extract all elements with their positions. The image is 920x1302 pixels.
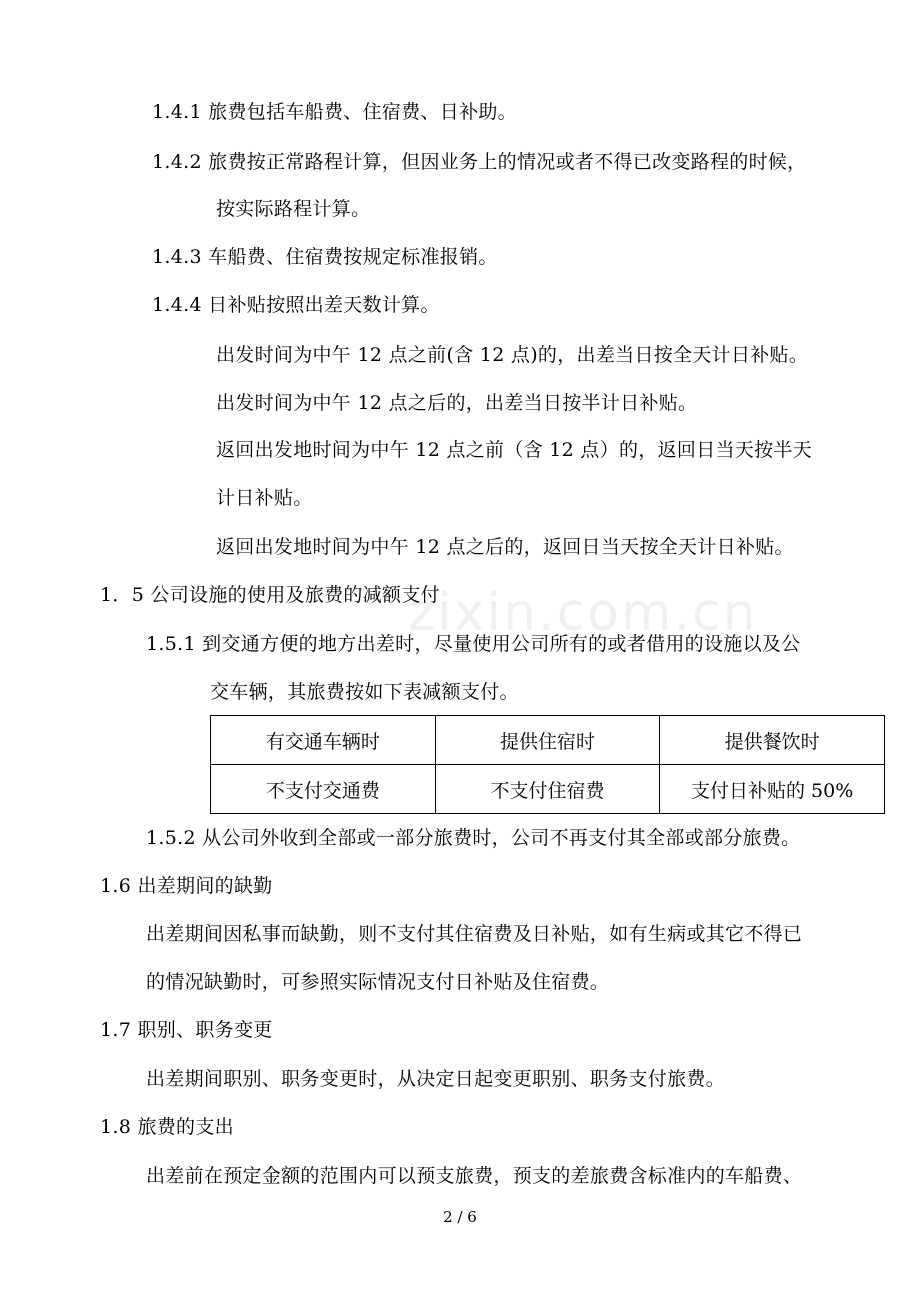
table-header-row	[211, 716, 885, 765]
table-row	[211, 765, 885, 814]
paragraph-1-7: 出差期间职别、职务变更时，从决定日起变更职别、职务支付旅费。	[146, 1068, 726, 1090]
table-header-cell: 有交通车辆时	[211, 716, 436, 765]
heading-1-7: 1.7 职别、职务变更	[100, 1019, 273, 1041]
table-cell: 不支付交通费	[211, 765, 436, 814]
heading-1-6: 1.6 出差期间的缺勤	[100, 875, 273, 897]
paragraph-1-8: 出差前在预定金额的范围内可以预支旅费，预支的差旅费含标准内的车船费、	[146, 1165, 803, 1187]
heading-1-5: 1．5 公司设施的使用及旅费的减额支付	[100, 584, 440, 606]
rule-return-after-noon: 返回出发地时间为中午 12 点之后的，返回日当天按全天计日补贴。	[216, 536, 794, 558]
table-header-cell: 提供餐饮时	[660, 716, 885, 765]
rule-departure-after-noon: 出发时间为中午 12 点之后的，出差当日按半计日补贴。	[216, 392, 698, 414]
paragraph-1-6: 出差期间因私事而缺勤，则不支付其住宿费及日补贴，如有生病或其它不得已	[146, 923, 803, 945]
paragraph-1-5-1-cont: 交车辆，其旅费按如下表减额支付。	[210, 681, 519, 703]
paragraph-1-4-4: 1.4.4 日补贴按照出差天数计算。	[152, 294, 440, 316]
watermark: zixin.com.cn	[408, 583, 758, 643]
rule-departure-before-noon: 出发时间为中午 12 点之前(含 12 点)的，出差当日按全天计日补贴。	[216, 344, 809, 366]
table-cell: 不支付住宿费	[435, 765, 660, 814]
paragraph-1-6-cont: 的情况缺勤时，可参照实际情况支付日补贴及住宿费。	[146, 971, 610, 993]
paragraph-1-5-1: 1.5.1 到交通方便的地方出差时，尽量使用公司所有的或者借用的设施以及公	[146, 633, 801, 655]
paragraph-1-4-2-cont: 按实际路程计算。	[216, 198, 371, 220]
paragraph-1-5-2: 1.5.2 从公司外收到全部或一部分旅费时，公司不再支付其全部或部分旅费。	[146, 827, 801, 849]
table-header-cell: 提供住宿时	[435, 716, 660, 765]
rule-return-before-noon: 返回出发地时间为中午 12 点之前（含 12 点）的，返回日当天按半天	[216, 439, 813, 461]
heading-1-8: 1.8 旅费的支出	[100, 1116, 234, 1138]
reduction-table	[210, 715, 885, 814]
rule-return-before-noon-cont: 计日补贴。	[216, 487, 313, 509]
table-cell: 支付日补贴的 50%	[660, 765, 885, 814]
paragraph-1-4-2: 1.4.2 旅费按正常路程计算，但因业务上的情况或者不得已改变路程的时候，	[152, 151, 807, 173]
paragraph-1-4-3: 1.4.3 车船费、住宿费按规定标准报销。	[152, 246, 498, 268]
page-number: 2 / 6	[443, 1208, 477, 1226]
paragraph-1-4-1: 1.4.1 旅费包括车船费、住宿费、日补助。	[152, 101, 517, 123]
